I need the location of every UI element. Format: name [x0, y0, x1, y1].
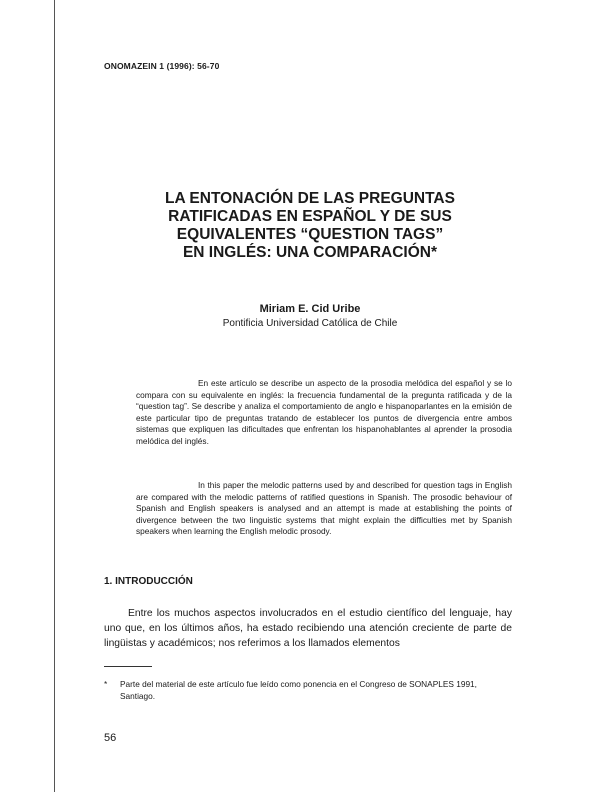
margin-rule	[54, 0, 55, 792]
author-name: Miriam E. Cid Uribe	[259, 303, 361, 315]
page-number: 56	[104, 732, 117, 744]
article-title	[110, 190, 510, 262]
journal-reference: ONOMAZEIN 1 (1996): 56-70	[104, 61, 220, 71]
abstract-english: In this paper the melodic patterns used by and described for question tags in English are compared with the melodic patterns of ratified questions in Spanish. The prosodic behaviour of Spanish and English speakers is analysed and an attempt is made at establishing the points of divergence between the two linguistic systems that might explain the difficulties met by Spanish speakers when learning the English melodic prosody.	[136, 480, 512, 536]
title-line: EN INGLÉS: UNA COMPARACIÓN*	[182, 244, 438, 261]
footnote-text: Parte del material de este artículo fue leído como ponencia en el Congreso de SONAPLES 1991, Santiago.	[120, 679, 477, 701]
body-paragraph: Entre los muchos aspectos involucrados en el estudio científico del lenguaje, hay uno que, en los últimos años, ha estado recibiendo una atención creciente de parte de lingüistas y académicos; nos referimos a los llamados elementos	[104, 608, 512, 649]
title-line: EQUIVALENTES “QUESTION TAGS”	[176, 226, 444, 243]
title-line: RATIFICADAS EN ESPAÑOL Y DE SUS	[168, 208, 452, 225]
footnote	[104, 678, 512, 702]
author-affiliation: Pontificia Universidad Católica de Chile	[222, 318, 398, 329]
footnote-divider	[104, 666, 152, 667]
abstract-spanish: En este artículo se describe un aspecto de la prosodia melódica del español y se lo compara con su equivalente en inglés: la frecuencia fundamental de la pregunta ratificada y de la “question tag”. Se describe y analiza el comportamiento de anglo e hispanoparlantes en la emisión de este particular tipo de preguntas tratando de establecer los puntos de divergencia entre ambos sistemas que expliquen las dificultades que enfrentan los hispanohablantes al aprender la prosodia melódica del inglés.	[136, 378, 512, 446]
section-heading: 1. INTRODUCCIÓN	[104, 576, 193, 587]
footnote-mark: *	[104, 679, 108, 689]
title-line: LA ENTONACIÓN DE LAS PREGUNTAS	[165, 190, 455, 207]
